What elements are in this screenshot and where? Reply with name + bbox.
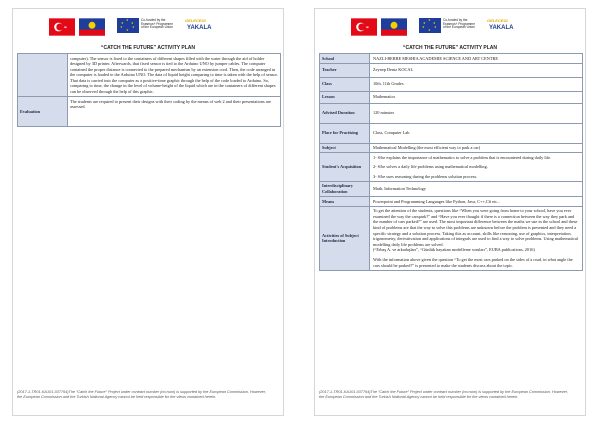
list-item: 3- S/he uses reasoning during the problems solution process.	[373, 173, 478, 179]
table-row	[320, 181, 583, 196]
table-row	[320, 54, 583, 64]
intro-paragraph: With the information above given the question “To get the most cars parked on the sides of a road, in what angle the cars should be parked?” is presented to make the students discuss about the topic.	[373, 257, 573, 268]
teacher-value: Zeynep Deniz KOCAL	[370, 63, 583, 77]
interdisciplinary-value: Math, Information Technology	[370, 181, 583, 196]
school-label: School	[320, 54, 370, 64]
table-row	[320, 91, 583, 103]
eu-cofunded-text: Co-funded by the Erasmus+ Programme of the European Union	[141, 18, 173, 30]
list-item: 1- S/he explains the importance of mathematics to solve a problem that is encountered during daily life.	[373, 154, 552, 160]
table-row	[320, 123, 583, 143]
table-row	[320, 206, 583, 270]
list-item: 2- S/he solves a daily life problems using mathematical modelling.	[373, 164, 488, 170]
turkey-flag-icon	[351, 18, 377, 36]
activity-plan-table	[319, 53, 583, 271]
lesson-label: Lesson	[320, 91, 370, 103]
national-agency-logo-icon	[79, 18, 105, 36]
evaluation-text: The students are required to present their designs with their coding by the means of web 2 and their presentations are assessed.	[68, 97, 281, 127]
place-value: Class, Computer Lab	[370, 123, 583, 143]
subject-label: Subject	[320, 143, 370, 153]
class-label: Class	[320, 77, 370, 91]
document-page-right	[314, 8, 586, 416]
evaluation-label: Evaluation	[18, 97, 68, 127]
activity-plan-table	[17, 53, 281, 127]
procedure-continuation-text: computer). The sensor is fixed to the containers of different shapes filled with the water through the aid of holder designed by 3D printer. Afterwards, that fixed sensor is tied to the Arduino UNO by jumper cables. The computer contained the proper distance is connected to the prepared mechanism by an extension cord. Then, the code arranged in the computer is loaded to the Arduino UNO. The data of liquid height comparing to time is taken with the help of sensor. That data is carried into the computer as a positive-time graphic through the help of the code loaded to Arduino. So, comparing to time, the change in the level of volume-height of the liquid which are in the containers of different shapes can be observed through the help of this graphic.	[68, 54, 281, 97]
subject-value: Mathematical Modelling (the most efficient way to park a car)	[370, 143, 583, 153]
table-row	[320, 103, 583, 123]
lesson-value: Mathematics	[370, 91, 583, 103]
document-page-left	[12, 8, 284, 416]
page-title: “CATCH THE FUTURE” ACTIVITY PLAN	[402, 45, 498, 51]
duration-label: Advised Duration	[320, 103, 370, 123]
acquisition-label: Student's Acquisition	[320, 153, 370, 182]
catch-the-future-logo: GELECEGI YAKALA	[185, 18, 212, 31]
row-label	[18, 54, 68, 97]
eu-flag-icon: ★ ★ ★ ★ ★ ★	[117, 18, 139, 33]
means-label: Means	[320, 197, 370, 207]
intro-paragraph: To get the attention of the students, questions like “When you were going from home to your school, have you ever examined the way the carspark?” and “Have you ever thought if there is a connection between the way they park and the number of cars parked?” are used. The most important difference between the maths we use in the school and these kind of problems are that the way to solve this problems are unknown before the problem is presented and they need a specific strategy and a solution process. Taking this as account, skills like reasoning, use of graphics, interpretation, trigonometry, derivativation and applications of integrals are used to find a way to solve problems. Using mathematical modelling daily life problems are solved.	[373, 208, 578, 247]
footer-disclaimer: (2017-1-TR01-KA101-037764)The “Catch the Future” Project under contract number (no:num) is supported by the European Commission. However, the European Commission and the Turkish National Agency cannot be held responsible for the views contained herein.	[319, 389, 568, 400]
table-row	[320, 77, 583, 91]
class-value: 10th, 11th Grades	[370, 77, 583, 91]
table-row	[320, 197, 583, 207]
school-value: NAZLI-BERRE MESHIA ACADEMIE SCIENCE AND ART CENTRE	[370, 54, 583, 64]
header-logos	[13, 15, 283, 45]
acquisition-list	[370, 153, 583, 182]
catch-the-future-logo: GELECEGI YAKALA	[487, 18, 514, 31]
eu-cofunded-text: Co-funded by the Erasmus+ Programme of the European Union	[443, 18, 475, 30]
interdisciplinary-label: Interdisciplinary Collaboration	[320, 181, 370, 196]
place-label: Place for Practising	[320, 123, 370, 143]
intro-text	[370, 206, 583, 270]
footer-disclaimer: (2017-1-TR01-KA101-037764)The “Catch the Future” Project under contract number (no:num) is supported by the European Commission. However, the European Commission and the Turkish National Agency cannot be held responsible for the views contained herein.	[17, 389, 266, 400]
teacher-label: Teacher	[320, 63, 370, 77]
intro-citation: (“Erbaş A. ve arkadaşları”, “Günlük hayattan modelleme soruları”, EUBA publications, 2016)	[373, 247, 535, 253]
table-row	[320, 63, 583, 77]
turkey-flag-icon	[49, 18, 75, 36]
means-value: Powerpoint and Programming Languages like Python, Java, C++,C# etc...	[370, 197, 583, 207]
duration-value: 120 minutes	[370, 103, 583, 123]
table-row	[18, 97, 281, 127]
table-row	[320, 153, 583, 182]
page-title: “CATCH THE FUTURE” ACTIVITY PLAN	[100, 45, 196, 51]
eu-flag-icon: ★ ★ ★ ★ ★ ★	[419, 18, 441, 33]
intro-label: Activities of Subject Introduction	[320, 206, 370, 270]
table-row	[18, 54, 281, 97]
header-logos	[315, 15, 585, 45]
table-row	[320, 143, 583, 153]
national-agency-logo-icon	[381, 18, 407, 36]
